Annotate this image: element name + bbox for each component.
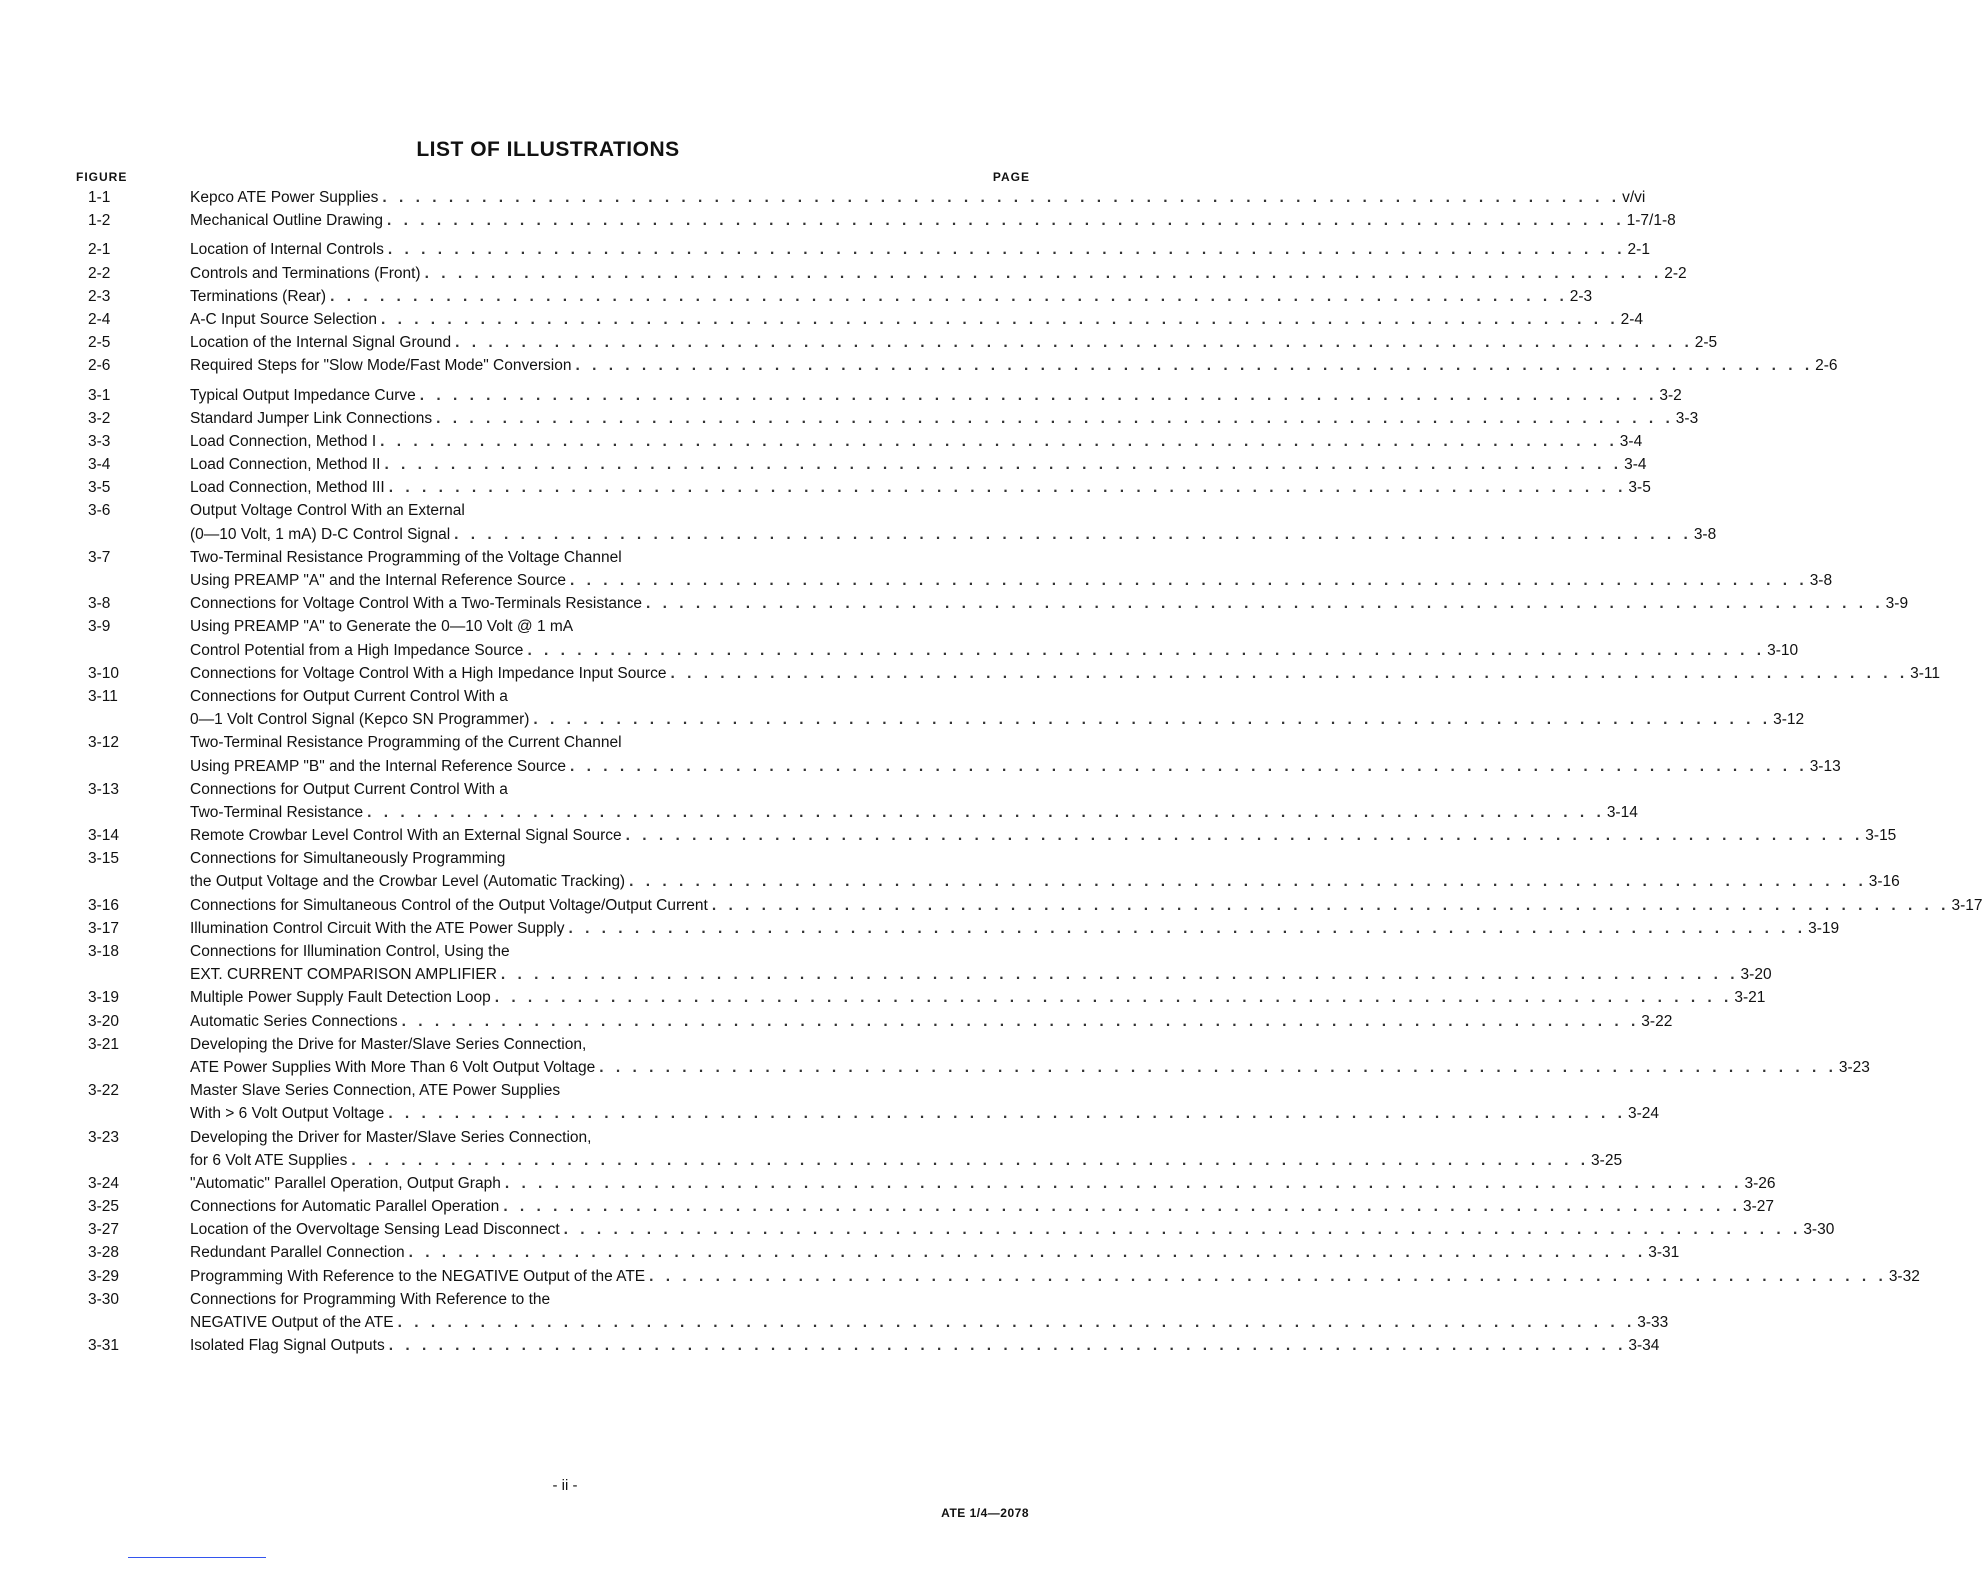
figure-number: 3-3	[88, 432, 111, 450]
list-item-line	[0, 1311, 1669, 1334]
list-item-line	[0, 1033, 1225, 1056]
illustrations-list	[0, 186, 1983, 1357]
leader-row	[190, 1010, 1673, 1033]
list-item	[0, 407, 1699, 430]
figure-column-header: FIGURE	[76, 170, 128, 184]
leader-row	[190, 1195, 1774, 1218]
figure-number: 3-24	[88, 1174, 120, 1192]
list-item-line	[0, 1126, 1225, 1149]
dot-leader: . . . . . . . . . . . . . . . . . . . . . . . . . . . . . . . . . . . . . . . . . . . . . . . . . . . . . . . . . . . . . . . . . . . . . . . . . . .	[386, 212, 1625, 230]
dot-leader: . . . . . . . . . . . . . . . . . . . . . . . . . . . . . . . . . . . . . . . . . . . . . . . . . . . . . . . . . . . . . . . . . . . . . . . . . . .	[711, 896, 1950, 914]
dot-leader: . . . . . . . . . . . . . . . . . . . . . . . . . . . . . . . . . . . . . . . . . . . . . . . . . . . . . . . . . . . . . . . . . . . . . . . . . . .	[424, 264, 1663, 282]
figure-caption: Output Voltage Control With an External	[190, 502, 465, 520]
page-reference: 3-8	[1809, 572, 1833, 589]
link-underline	[128, 1557, 266, 1558]
figure-caption: Connections for Output Current Control With a	[190, 687, 508, 705]
list-item-line	[0, 963, 1772, 986]
dot-leader: . . . . . . . . . . . . . . . . . . . . . . . . . . . . . . . . . . . . . . . . . . . . . . . . . . . . . . . . . . . . . . . . . . . . . . . . . . .	[649, 1267, 1887, 1285]
figure-number: 3-6	[88, 502, 111, 520]
dot-leader: . . . . . . . . . . . . . . . . . . . . . . . . . . . . . . . . . . . . . . . . . . . . . . . . . . . . . . . . . . . . . . . . . . . . . . . . . . .	[351, 1151, 1590, 1169]
page-reference: 2-3	[1569, 287, 1593, 305]
figure-caption: Kepco ATE Power Supplies	[190, 189, 379, 206]
dot-leader: . . . . . . . . . . . . . . . . . . . . . . . . . . . . . . . . . . . . . . . . . . . . . . . . . . . . . . . . . . . . . . . . . . . . . . . . . . .	[500, 966, 1739, 984]
list-item	[0, 917, 1840, 940]
figure-number: 2-3	[88, 287, 111, 305]
dot-leader: . . . . . . . . . . . . . . . . . . . . . . . . . . . . . . . . . . . . . . . . . . . . . . . . . . . . . . . . . . . . . . . . . . . . . . . . . . .	[503, 1198, 1741, 1216]
list-item	[0, 476, 1651, 499]
list-item-line	[0, 1056, 1870, 1079]
list-item-line	[0, 186, 1646, 209]
list-item-line	[0, 1334, 1660, 1357]
list-item-line	[0, 407, 1699, 430]
figure-number: 3-16	[88, 896, 120, 914]
list-item	[0, 894, 1983, 917]
leader-row	[190, 639, 1799, 662]
list-item-line	[0, 592, 1909, 615]
figure-number: 3-4	[88, 456, 111, 474]
list-item-line	[0, 662, 1940, 685]
figure-number: 3-11	[88, 687, 118, 705]
figure-caption: Typical Output Impedance Curve	[190, 386, 416, 404]
leader-row	[190, 801, 1638, 824]
list-item-line	[0, 894, 1983, 917]
figure-caption: Using PREAMP "B" and the Internal Reference Source	[190, 757, 567, 775]
figure-caption: Terminations (Rear)	[190, 287, 327, 305]
dot-leader: . . . . . . . . . . . . . . . . . . . . . . . . . . . . . . . . . . . . . . . . . . . . . . . . . . . . . . . . . . . . . . . . . . . . . . . . . . .	[388, 479, 1627, 497]
page-reference: 3-19	[1808, 919, 1840, 937]
leader-row	[190, 285, 1593, 308]
dot-leader: . . . . . . . . . . . . . . . . . . . . . . . . . . . . . . . . . . . . . . . . . . . . . . . . . . . . . . . . . . . . . . . . . . . . . . . . . . .	[563, 1221, 1802, 1239]
dot-leader: . . . . . . . . . . . . . . . . . . . . . . . . . . . . . . . . . . . . . . . . . . . . . . . . . . . . . . . . . . . . . . . . . . . . . . . . . . .	[380, 310, 1619, 328]
leader-row	[190, 1056, 1870, 1079]
list-item-line	[0, 917, 1840, 940]
figure-number: 2-6	[88, 357, 111, 375]
leader-row	[190, 384, 1682, 407]
page-reference: 3-5	[1628, 479, 1651, 497]
leader-row	[190, 523, 1717, 546]
dot-leader: . . . . . . . . . . . . . . . . . . . . . . . . . . . . . . . . . . . . . . . . . . . . . . . . . . . . . . . . . . . . . . . . . . . . . . . . . . .	[570, 757, 1808, 775]
figure-caption: Standard Jumper Link Connections	[190, 409, 433, 427]
leader-row	[190, 824, 1897, 847]
page-title: LIST OF ILLUSTRATIONS	[416, 138, 680, 161]
figure-caption: (0—10 Volt, 1 mA) D-C Control Signal	[190, 525, 451, 543]
dot-leader: . . . . . . . . . . . . . . . . . . . . . . . . . . . . . . . . . . . . . . . . . . . . . . . . . . . . . . . . . . . . . . . . . . . . . . . . . . .	[670, 664, 1909, 682]
list-item	[0, 731, 1841, 777]
leader-row	[190, 1172, 1776, 1195]
figure-caption: Connections for Output Current Control With a	[190, 780, 508, 798]
list-item-line	[0, 1102, 1659, 1125]
figure-caption: Connections for Automatic Parallel Operation	[190, 1198, 500, 1216]
dot-leader: . . . . . . . . . . . . . . . . . . . . . . . . . . . . . . . . . . . . . . . . . . . . . . . . . . . . . . . . . . . . . . . . . . . . . . . . . . .	[504, 1174, 1743, 1192]
leader-row	[190, 262, 1687, 285]
page-reference: 3-24	[1627, 1105, 1659, 1123]
figure-caption: Isolated Flag Signal Outputs	[190, 1337, 385, 1355]
figure-caption: Illumination Control Circuit With the ATE Power Supply	[190, 919, 565, 937]
page-reference: 3-25	[1591, 1151, 1623, 1169]
list-item	[0, 940, 1772, 986]
figure-caption: Redundant Parallel Connection	[190, 1244, 405, 1262]
figure-number: 3-15	[88, 850, 120, 868]
figure-caption: Location of the Internal Signal Ground	[190, 334, 452, 352]
list-item	[0, 546, 1833, 592]
figure-number: 3-1	[88, 386, 111, 404]
list-item	[0, 1334, 1660, 1357]
list-item-line	[0, 453, 1647, 476]
page-reference: 3-15	[1865, 827, 1897, 845]
page-reference: v/vi	[1622, 189, 1646, 206]
page-reference: 2-1	[1627, 241, 1650, 259]
figure-number: 3-28	[88, 1244, 120, 1262]
figure-caption: NEGATIVE Output of the ATE	[190, 1314, 394, 1331]
list-item-line	[0, 238, 1650, 261]
figure-caption: Two-Terminal Resistance Programming of the Voltage Channel	[190, 548, 622, 566]
list-item	[0, 1033, 1870, 1079]
list-item-line	[0, 308, 1644, 331]
figure-caption: Connections for Simultaneously Programming	[190, 850, 506, 868]
figure-number: 3-5	[88, 479, 111, 497]
page-reference: 3-14	[1606, 803, 1638, 821]
list-item-line	[0, 476, 1651, 499]
figure-caption: Connections for Programming With Reference to the	[190, 1290, 551, 1308]
list-item-line	[0, 523, 1717, 546]
list-item	[0, 262, 1687, 285]
figure-caption: Location of the Overvoltage Sensing Lead Disconnect	[190, 1221, 560, 1239]
list-item-line	[0, 285, 1593, 308]
figure-number: 3-25	[88, 1198, 120, 1216]
leader-row	[190, 430, 1643, 453]
list-item-line	[0, 1265, 1920, 1288]
leader-row	[190, 592, 1909, 615]
list-item	[0, 308, 1644, 331]
figure-caption: the Output Voltage and the Crowbar Level (Automatic Tracking)	[190, 873, 626, 891]
figure-caption: Mechanical Outline Drawing	[190, 212, 383, 230]
page-reference: 3-17	[1951, 896, 1983, 914]
list-item-line	[0, 354, 1838, 377]
figure-caption: Developing the Driver for Master/Slave Series Connection,	[190, 1128, 592, 1146]
dot-leader: . . . . . . . . . . . . . . . . . . . . . . . . . . . . . . . . . . . . . . . . . . . . . . . . . . . . . . . . . . . . . . . . . . . . . . . . . . .	[419, 386, 1658, 404]
figure-number: 3-21	[88, 1035, 120, 1053]
page-reference: 2-2	[1664, 264, 1687, 282]
leader-row	[190, 1334, 1660, 1357]
list-item	[0, 1079, 1659, 1125]
list-item	[0, 1195, 1774, 1218]
list-item	[0, 1241, 1680, 1264]
figure-caption: Control Potential from a High Impedance Source	[190, 641, 524, 659]
figure-number: 3-18	[88, 943, 120, 960]
leader-row	[190, 354, 1838, 377]
leader-row	[190, 986, 1766, 1009]
figure-number: 1-2	[88, 212, 111, 230]
figure-caption: With > 6 Volt Output Voltage	[190, 1105, 385, 1123]
figure-number: 3-14	[88, 827, 120, 845]
list-item	[0, 331, 1718, 354]
page-reference: 3-26	[1744, 1174, 1776, 1192]
list-item	[0, 430, 1643, 453]
list-item-line	[0, 1010, 1673, 1033]
figure-caption: Load Connection, Method I	[190, 432, 377, 450]
dot-leader: . . . . . . . . . . . . . . . . . . . . . . . . . . . . . . . . . . . . . . . . . . . . . . . . . . . . . . . . . . . . . . . . . . . . . . . . . . .	[397, 1314, 1636, 1331]
page-reference: 3-12	[1773, 711, 1805, 729]
list-item-line	[0, 639, 1799, 662]
figure-caption: EXT. CURRENT COMPARISON AMPLIFIER	[190, 966, 497, 984]
page-reference: 1-7/1-8	[1626, 212, 1676, 230]
dot-leader: . . . . . . . . . . . . . . . . . . . . . . . . . . . . . . . . . . . . . . . . . . . . . . . . . . . . . . . . . . . . . . . . . . . . . . . . . . .	[387, 241, 1626, 259]
list-item-line	[0, 685, 1225, 708]
figure-caption: Connections for Illumination Control, Using the	[190, 943, 510, 960]
figure-number: 2-5	[88, 334, 111, 352]
list-item	[0, 186, 1646, 209]
figure-caption: Master Slave Series Connection, ATE Power Supplies	[190, 1082, 561, 1100]
page-reference: 3-31	[1648, 1244, 1680, 1262]
list-item-line	[0, 778, 1225, 801]
leader-row	[190, 1102, 1659, 1125]
list-item	[0, 285, 1593, 308]
list-item-line	[0, 384, 1682, 407]
figure-number: 3-22	[88, 1082, 120, 1100]
figure-number: 3-27	[88, 1221, 120, 1239]
figure-caption: Remote Crowbar Level Control With an External Signal Source	[190, 827, 622, 845]
figure-number: 3-7	[88, 548, 111, 566]
figure-number: 3-19	[88, 989, 120, 1007]
list-item-line	[0, 499, 1225, 522]
dot-leader: . . . . . . . . . . . . . . . . . . . . . . . . . . . . . . . . . . . . . . . . . . . . . . . . . . . . . . . . . . . . . . . . . . . . . . . . . . .	[408, 1244, 1647, 1262]
dot-leader: . . . . . . . . . . . . . . . . . . . . . . . . . . . . . . . . . . . . . . . . . . . . . . . . . . . . . . . . . . . . . . . . . . . . . . . . . . .	[388, 1337, 1627, 1355]
page-reference: 3-20	[1740, 966, 1772, 984]
leader-row	[190, 1241, 1680, 1264]
page-number: - ii -	[552, 1477, 578, 1494]
list-item-line	[0, 1288, 1225, 1311]
page-reference: 3-16	[1868, 873, 1900, 891]
list-item	[0, 1010, 1673, 1033]
page-reference: 3-32	[1888, 1267, 1920, 1285]
figure-caption: Required Steps for "Slow Mode/Fast Mode" Conversion	[190, 357, 572, 375]
figure-caption: Controls and Terminations (Front)	[190, 264, 421, 282]
page-reference: 3-4	[1619, 432, 1643, 450]
leader-row	[190, 963, 1772, 986]
page-reference: 3-9	[1885, 595, 1909, 613]
page-reference: 2-5	[1694, 334, 1718, 352]
figure-caption: 0—1 Volt Control Signal (Kepco SN Programmer)	[190, 711, 530, 729]
list-item-line	[0, 986, 1766, 1009]
leader-row	[190, 331, 1718, 354]
list-item	[0, 499, 1717, 545]
leader-row	[190, 209, 1676, 232]
figure-caption: Location of Internal Controls	[190, 241, 384, 259]
list-item-line	[0, 708, 1805, 731]
page-reference: 3-13	[1809, 757, 1841, 775]
figure-caption: Two-Terminal Resistance	[190, 803, 364, 821]
leader-row	[190, 870, 1900, 893]
list-item-line	[0, 569, 1833, 592]
list-item	[0, 592, 1909, 615]
dot-leader: . . . . . . . . . . . . . . . . . . . . . . . . . . . . . . . . . . . . . . . . . . . . . . . . . . . . . . . . . . . . . . . . . . . . . . . . . . .	[625, 827, 1864, 845]
leader-row	[190, 1311, 1669, 1334]
list-item-line	[0, 546, 1225, 569]
page-reference: 2-4	[1620, 310, 1644, 328]
list-item-line	[0, 870, 1900, 893]
leader-row	[190, 708, 1805, 731]
page-column-header: PAGE	[992, 170, 1030, 184]
leader-row	[190, 755, 1841, 778]
list-item-line	[0, 430, 1643, 453]
dot-leader: . . . . . . . . . . . . . . . . . . . . . . . . . . . . . . . . . . . . . . . . . . . . . . . . . . . . . . . . . . . . . . . . . . . . . . . . . . .	[384, 456, 1623, 474]
list-item	[0, 354, 1838, 377]
figure-caption: Programming With Reference to the NEGATIVE Output of the ATE	[190, 1267, 646, 1285]
leader-row	[190, 308, 1644, 331]
figure-caption: Two-Terminal Resistance Programming of the Current Channel	[190, 734, 622, 752]
leader-row	[190, 453, 1647, 476]
list-item-line	[0, 1172, 1776, 1195]
figure-caption: Load Connection, Method II	[190, 456, 381, 474]
list-item	[0, 847, 1900, 893]
list-item	[0, 453, 1647, 476]
figure-number: 1-1	[88, 189, 111, 206]
figure-caption: ATE Power Supplies With More Than 6 Volt Output Voltage	[190, 1058, 596, 1076]
page-reference: 3-22	[1641, 1012, 1673, 1030]
dot-leader: . . . . . . . . . . . . . . . . . . . . . . . . . . . . . . . . . . . . . . . . . . . . . . . . . . . . . . . . . . . . . . . . . . . . . . . . . . .	[382, 189, 1621, 206]
list-item-line	[0, 1079, 1225, 1102]
page-reference: 3-2	[1659, 386, 1682, 404]
dot-leader: . . . . . . . . . . . . . . . . . . . . . . . . . . . . . . . . . . . . . . . . . . . . . . . . . . . . . . . . . . . . . . . . . . . . . . . . . . .	[388, 1105, 1626, 1123]
list-item	[0, 615, 1799, 661]
list-item	[0, 1172, 1776, 1195]
dot-leader: . . . . . . . . . . . . . . . . . . . . . . . . . . . . . . . . . . . . . . . . . . . . . . . . . . . . . . . . . . . . . . . . . . . . . . . . . . .	[454, 525, 1692, 543]
page-reference: 3-27	[1742, 1198, 1774, 1216]
page-reference: 3-11	[1910, 664, 1940, 682]
leader-row	[190, 569, 1833, 592]
dot-leader: . . . . . . . . . . . . . . . . . . . . . . . . . . . . . . . . . . . . . . . . . . . . . . . . . . . . . . . . . . . . . . . . . . . . . . . . . . .	[380, 432, 1618, 450]
list-item	[0, 209, 1676, 232]
figure-number: 2-2	[88, 264, 111, 282]
figure-number: 2-4	[88, 310, 111, 328]
list-item-line	[0, 940, 1225, 963]
dot-leader: . . . . . . . . . . . . . . . . . . . . . . . . . . . . . . . . . . . . . . . . . . . . . . . . . . . . . . . . . . . . . . . . . . . . . . . . . . .	[330, 287, 1568, 305]
leader-row	[190, 1149, 1623, 1172]
page-reference: 3-3	[1675, 409, 1699, 427]
leader-row	[190, 1218, 1835, 1241]
list-item	[0, 986, 1766, 1009]
figure-number: 3-31	[88, 1337, 120, 1355]
page-reference: 3-10	[1767, 641, 1799, 659]
figure-number: 3-17	[88, 919, 120, 937]
list-item	[0, 1218, 1835, 1241]
list-item-line	[0, 847, 1225, 870]
figure-caption: Multiple Power Supply Fault Detection Loop	[190, 989, 491, 1007]
figure-number: 3-23	[88, 1128, 120, 1146]
figure-number: 3-29	[88, 1267, 120, 1285]
dot-leader: . . . . . . . . . . . . . . . . . . . . . . . . . . . . . . . . . . . . . . . . . . . . . . . . . . . . . . . . . . . . . . . . . . . . . . . . . . .	[455, 334, 1693, 352]
page-reference: 3-23	[1838, 1058, 1870, 1076]
page-reference: 3-34	[1628, 1337, 1660, 1355]
list-item-line	[0, 1149, 1623, 1172]
figure-caption: Connections for Simultaneous Control of the Output Voltage/Output Current	[190, 896, 708, 914]
figure-caption: Connections for Voltage Control With a High Impedance Input Source	[190, 664, 667, 682]
figure-caption: Automatic Series Connections	[190, 1012, 398, 1030]
figure-number: 2-1	[88, 241, 111, 259]
list-item-line	[0, 731, 1225, 754]
page-reference: 3-30	[1803, 1221, 1835, 1239]
page-reference: 3-33	[1637, 1314, 1669, 1331]
dot-leader: . . . . . . . . . . . . . . . . . . . . . . . . . . . . . . . . . . . . . . . . . . . . . . . . . . . . . . . . . . . . . . . . . . . . . . . . . . .	[527, 641, 1766, 659]
dot-leader: . . . . . . . . . . . . . . . . . . . . . . . . . . . . . . . . . . . . . . . . . . . . . . . . . . . . . . . . . . . . . . . . . . . . . . . . . . .	[575, 357, 1814, 375]
list-item	[0, 1265, 1920, 1288]
list-item-line	[0, 755, 1841, 778]
list-item	[0, 1126, 1623, 1172]
figure-caption: Using PREAMP "A" to Generate the 0—10 Volt @ 1 mA	[190, 618, 574, 636]
list-item-line	[0, 331, 1718, 354]
page-reference: 3-21	[1734, 989, 1766, 1007]
figure-caption: "Automatic" Parallel Operation, Output Graph	[190, 1174, 501, 1192]
figure-number: 3-12	[88, 734, 120, 752]
list-item	[0, 238, 1650, 261]
figure-number: 3-30	[88, 1290, 120, 1308]
dot-leader: . . . . . . . . . . . . . . . . . . . . . . . . . . . . . . . . . . . . . . . . . . . . . . . . . . . . . . . . . . . . . . . . . . . . . . . . . . .	[646, 595, 1884, 613]
leader-row	[190, 238, 1650, 261]
dot-leader: . . . . . . . . . . . . . . . . . . . . . . . . . . . . . . . . . . . . . . . . . . . . . . . . . . . . . . . . . . . . . . . . . . . . . . . . . . .	[568, 919, 1807, 937]
leader-row	[190, 917, 1840, 940]
list-item-line	[0, 824, 1897, 847]
list-item	[0, 384, 1682, 407]
figure-caption: A-C Input Source Selection	[190, 310, 377, 328]
dot-leader: . . . . . . . . . . . . . . . . . . . . . . . . . . . . . . . . . . . . . . . . . . . . . . . . . . . . . . . . . . . . . . . . . . . . . . . . . . .	[367, 803, 1605, 821]
list-item	[0, 685, 1805, 731]
list-item-line	[0, 262, 1687, 285]
list-item-line	[0, 209, 1676, 232]
figure-number: 3-10	[88, 664, 120, 682]
list-item-line	[0, 1218, 1835, 1241]
figure-caption: for 6 Volt ATE Supplies	[190, 1151, 348, 1169]
list-item-line	[0, 1195, 1774, 1218]
list-item	[0, 824, 1897, 847]
list-item	[0, 1288, 1669, 1334]
figure-number: 3-9	[88, 618, 111, 636]
dot-leader: . . . . . . . . . . . . . . . . . . . . . . . . . . . . . . . . . . . . . . . . . . . . . . . . . . . . . . . . . . . . . . . . . . . . . . . . . . .	[494, 989, 1733, 1007]
figure-caption: Connections for Voltage Control With a Two-Terminals Resistance	[190, 595, 643, 613]
leader-row	[190, 1265, 1920, 1288]
figure-caption: Developing the Drive for Master/Slave Series Connection,	[190, 1035, 587, 1053]
figure-caption: Using PREAMP "A" and the Internal Reference Source	[190, 572, 567, 589]
list-item-line	[0, 615, 1225, 638]
figure-caption: Load Connection, Method III	[190, 479, 385, 497]
leader-row	[190, 476, 1651, 499]
list-item	[0, 662, 1940, 685]
leader-row	[190, 662, 1940, 685]
figure-number: 3-13	[88, 780, 120, 798]
dot-leader: . . . . . . . . . . . . . . . . . . . . . . . . . . . . . . . . . . . . . . . . . . . . . . . . . . . . . . . . . . . . . . . . . . . . . . . . . . .	[599, 1058, 1837, 1076]
figure-number: 3-2	[88, 409, 111, 427]
dot-leader: . . . . . . . . . . . . . . . . . . . . . . . . . . . . . . . . . . . . . . . . . . . . . . . . . . . . . . . . . . . . . . . . . . . . . . . . . . .	[629, 873, 1867, 891]
figure-number: 3-8	[88, 595, 111, 613]
dot-leader: . . . . . . . . . . . . . . . . . . . . . . . . . . . . . . . . . . . . . . . . . . . . . . . . . . . . . . . . . . . . . . . . . . . . . . . . . . .	[533, 711, 1772, 729]
page-reference: 3-8	[1693, 525, 1717, 543]
leader-row	[190, 894, 1983, 917]
leader-row	[190, 407, 1699, 430]
list-item-line	[0, 801, 1638, 824]
document-id: ATE 1/4—2078	[941, 1506, 1029, 1520]
dot-leader: . . . . . . . . . . . . . . . . . . . . . . . . . . . . . . . . . . . . . . . . . . . . . . . . . . . . . . . . . . . . . . . . . . . . . . . . . . .	[436, 409, 1674, 427]
list-item-line	[0, 1241, 1680, 1264]
page-reference: 2-6	[1815, 357, 1838, 375]
page-reference: 3-4	[1624, 456, 1647, 474]
dot-leader: . . . . . . . . . . . . . . . . . . . . . . . . . . . . . . . . . . . . . . . . . . . . . . . . . . . . . . . . . . . . . . . . . . . . . . . . . . .	[401, 1012, 1640, 1030]
list-item	[0, 778, 1638, 824]
leader-row	[190, 186, 1646, 209]
figure-number: 3-20	[88, 1012, 120, 1030]
dot-leader: . . . . . . . . . . . . . . . . . . . . . . . . . . . . . . . . . . . . . . . . . . . . . . . . . . . . . . . . . . . . . . . . . . . . . . . . . . .	[570, 572, 1808, 589]
